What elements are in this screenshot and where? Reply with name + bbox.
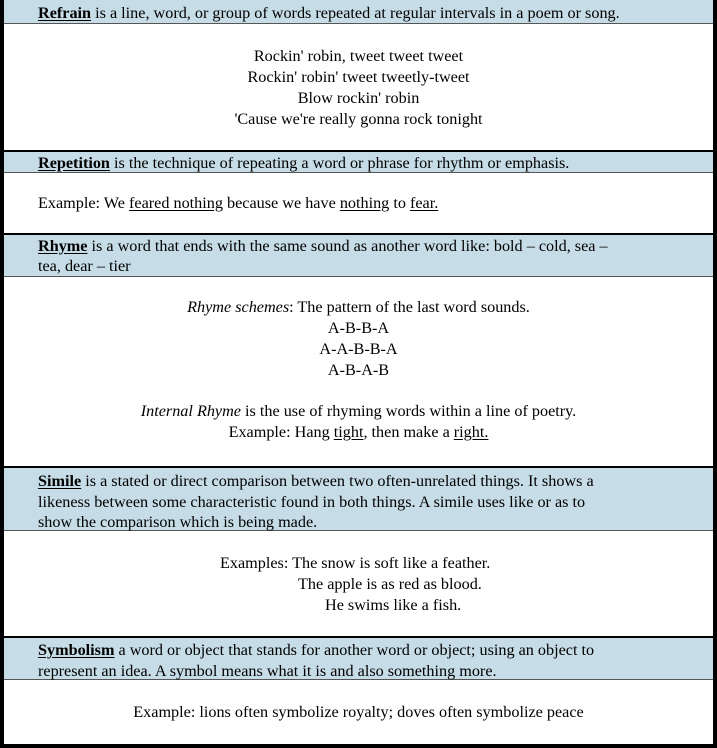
repetition-example-row (4, 173, 713, 233)
underlined-phrase: nothing (339, 194, 390, 212)
rhyme-scheme: A-B-A-B (327, 361, 390, 379)
example-text: Example: Hang (228, 423, 334, 441)
example-text: because we have (222, 194, 340, 212)
symbolism-example-row (4, 680, 713, 744)
rhyme-definition-line-2: tea, dear – tier (38, 257, 131, 275)
rhyme-schemes-text: : The pattern of the last word sounds. (289, 298, 530, 316)
rhyme-scheme: A-A-B-B-A (319, 340, 398, 358)
repetition-example (4, 193, 438, 214)
simile-example-row (4, 531, 713, 636)
symbolism-example: Example: lions often symbolize royalty; doves often symbolize peace (133, 703, 584, 721)
simile-definition-text: is a stated or direct comparison between two often-unrelated things. It shows a (81, 472, 594, 490)
internal-rhyme-line (4, 401, 713, 422)
simile-definition-line-2: likeness between some characteristic found in both things. A simile uses like or as to (38, 493, 586, 511)
rhyme-definition-row (4, 233, 713, 277)
refrain-definition-text: is a line, word, or group of words repeated at regular intervals in a poem or song. (91, 4, 620, 22)
symbolism-definition-line-2: represent an idea. A symbol means what it is and also something more. (38, 662, 497, 680)
example-text: to (389, 194, 410, 212)
rhyme-definition-text: is a word that ends with the same sound as another word like: bold – cold, sea – (87, 237, 608, 255)
refrain-term: Refrain (38, 4, 92, 22)
underlined-phrase: tight (333, 423, 364, 441)
lyric-line: Rockin' robin' tweet tweetly-tweet (247, 68, 470, 86)
rhyme-scheme: A-B-B-A (327, 319, 390, 337)
rhyme-schemes-label: Rhyme schemes (187, 298, 290, 316)
underlined-phrase: feared nothing (129, 194, 223, 212)
refrain-definition-row (4, 0, 713, 24)
lyric-line: Rockin' robin, tweet tweet tweet (253, 47, 464, 65)
rhyme-term: Rhyme (38, 237, 88, 255)
lyric-line: 'Cause we're really gonna rock tonight (234, 110, 483, 128)
repetition-definition-text: is the technique of repeating a word or phrase for rhythm or emphasis. (109, 154, 570, 172)
symbolism-definition-text: a word or object that stands for another word or object; using an object to (114, 641, 595, 659)
simile-definition-line-1 (4, 471, 594, 492)
simile-definition-row (4, 466, 713, 531)
rhyme-schemes-line (4, 297, 713, 318)
simile-definition-line-3: show the comparison which is being made. (38, 513, 318, 531)
example-text: Example: We (38, 194, 129, 212)
repetition-definition (4, 153, 569, 174)
internal-rhyme-label: Internal Rhyme (140, 402, 241, 420)
internal-rhyme-text: is the use of rhyming words within a line of poetry. (241, 402, 577, 420)
repetition-term: Repetition (38, 154, 110, 172)
underlined-phrase: right. (453, 423, 489, 441)
symbolism-definition-row (4, 636, 713, 680)
simile-example-line: He swims like a fish. (325, 596, 462, 614)
symbolism-definition-line-1 (4, 640, 594, 661)
simile-example-line: The apple is as red as blood. (298, 575, 482, 593)
lyric-line: Blow rockin' robin (297, 89, 420, 107)
refrain-example-row (4, 24, 713, 150)
rhyme-definition-line-1 (4, 236, 608, 257)
rhyme-example-row (4, 277, 713, 466)
simile-example-line: Examples: The snow is soft like a feather. (220, 554, 491, 572)
underlined-phrase: fear. (409, 194, 439, 212)
repetition-definition-row (4, 150, 713, 173)
simile-term: Simile (38, 472, 82, 490)
refrain-definition (4, 3, 620, 24)
internal-rhyme-example (4, 422, 713, 443)
example-text: , then make a (363, 423, 454, 441)
symbolism-term: Symbolism (38, 641, 115, 659)
